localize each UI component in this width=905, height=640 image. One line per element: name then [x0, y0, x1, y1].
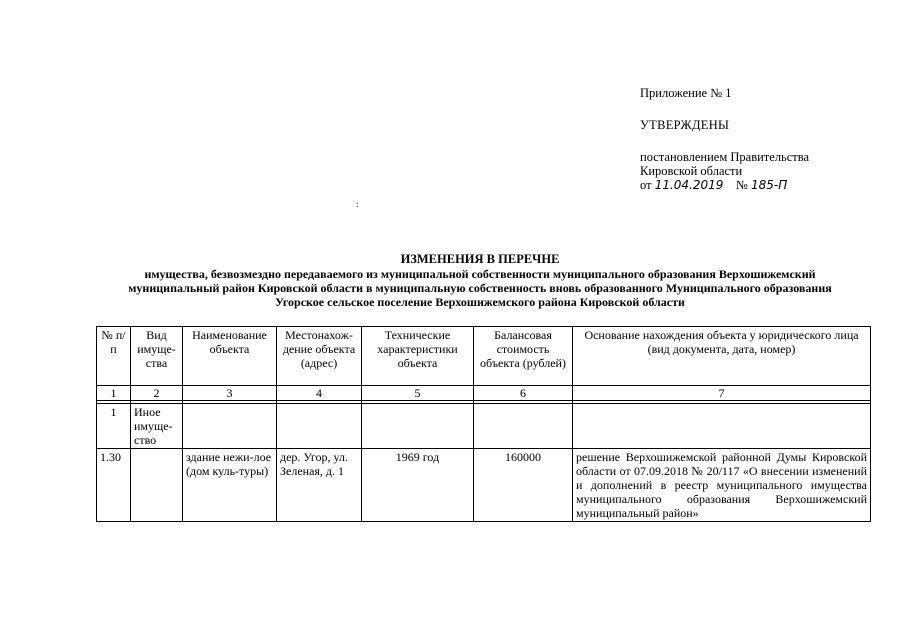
column-number: 1 — [97, 386, 131, 401]
number-label: № — [735, 178, 748, 192]
object-name: здание нежи-лое (дом куль-туры) — [183, 449, 277, 522]
approval-line-1: постановлением Правительства — [640, 150, 810, 164]
column-number: 4 — [277, 386, 362, 401]
appendix-label: Приложение № 1 — [640, 86, 732, 100]
approval-line-2: Кировской области — [640, 164, 743, 178]
header-cell: Технические характеристики объекта — [362, 327, 474, 386]
row-number: 1.30 — [97, 449, 131, 522]
approval-date-line — [640, 178, 809, 192]
table-header-row — [97, 327, 871, 386]
header-cell: Местонахож-дение объекта (адрес) — [277, 327, 362, 386]
header-cell: № п/п — [97, 327, 131, 386]
column-number: 5 — [362, 386, 474, 401]
from-label: от — [640, 178, 652, 192]
document-title — [100, 252, 860, 309]
table-row — [97, 404, 871, 449]
row-number: 1 — [97, 404, 131, 449]
title-line-2: муниципальный район Кировской области в муниципальную собственность вновь образованного Муниципального образования — [128, 281, 832, 295]
table-row — [97, 449, 871, 522]
column-number: 7 — [573, 386, 871, 401]
title-line-3: Угорское сельское поселение Верхошижемского района Кировской области — [275, 295, 685, 309]
object-basis: решение Верхошижемской районной Думы Кировской области от 07.09.2018 № 20/117 «О внесении изменений и дополнений в реестр муниципального имущества муниципального образования Верхошижемский муниципальный район» — [573, 449, 871, 522]
property-type — [131, 449, 183, 522]
title-heading: ИЗМЕНЕНИЯ В ПЕРЕЧНЕ — [400, 252, 560, 266]
approval-number: 185-П — [750, 178, 788, 192]
stray-mark: : — [356, 199, 359, 209]
object-value: 160000 — [474, 449, 573, 522]
property-type: Иное имуще-ство — [131, 404, 183, 449]
column-number: 2 — [131, 386, 183, 401]
approved-label: УТВЕРЖДЕНЫ — [640, 118, 730, 132]
approval-block — [640, 86, 809, 192]
column-number: 3 — [183, 386, 277, 401]
header-cell: Основание нахождения объекта у юридического лица (вид документа, дата, номер) — [573, 327, 871, 386]
column-number-row — [97, 386, 871, 401]
header-cell: Балансовая стоимость объекта (рублей) — [474, 327, 573, 386]
header-cell: Вид имуще-ства — [131, 327, 183, 386]
header-cell: Наименование объекта — [183, 327, 277, 386]
object-specs: 1969 год — [362, 449, 474, 522]
title-line-1: имущества, безвозмездно передаваемого из муниципальной собственности муниципального образования Верхошижемский — [144, 267, 816, 281]
approval-date: 11.04.2019 — [654, 178, 724, 192]
object-address: дер. Угор, ул. Зеленая, д. 1 — [277, 449, 362, 522]
property-table — [96, 326, 871, 522]
column-number: 6 — [474, 386, 573, 401]
